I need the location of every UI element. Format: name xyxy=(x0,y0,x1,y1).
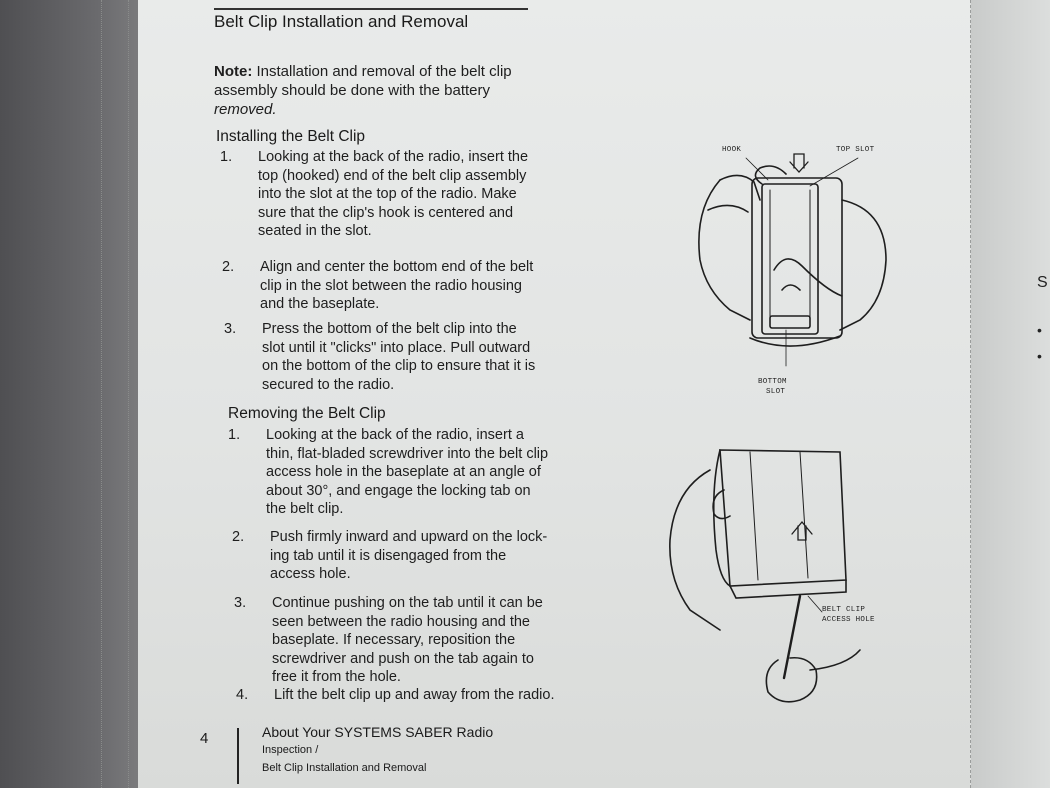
access-hole-label-2: ACCESS HOLE xyxy=(822,616,875,624)
step-line: screwdriver and push on the tab again to xyxy=(272,650,534,667)
page-number: 4 xyxy=(200,730,209,747)
adjacent-page xyxy=(970,0,1050,788)
step-number: 2. xyxy=(232,529,245,545)
hook-line xyxy=(755,166,786,184)
page-title: Belt Clip Installation and Removal xyxy=(214,12,469,31)
step-line: sure that the clip's hook is centered and xyxy=(258,204,514,221)
step-line: about 30°, and engage the locking tab on xyxy=(266,482,531,499)
step-line: Looking at the back of the radio, insert a xyxy=(266,427,524,443)
adjacent-page-bullet: • xyxy=(1037,322,1042,338)
note-line: removed. xyxy=(214,101,277,118)
radio-housing xyxy=(720,450,846,586)
top-slot-arrow xyxy=(790,154,808,172)
left-background xyxy=(0,0,138,788)
step-number: 2. xyxy=(222,259,235,275)
installing-heading: Installing the Belt Clip xyxy=(216,128,366,145)
adjacent-page-letter: S xyxy=(1037,274,1048,291)
top-slot-label: TOP SLOT xyxy=(836,146,875,154)
step-line: Press the bottom of the belt clip into the xyxy=(262,321,517,337)
step-line: thin, flat-bladed screwdriver into the belt clip xyxy=(266,445,549,462)
step-number: 3. xyxy=(224,321,237,337)
left-hand xyxy=(670,470,720,630)
step-line: top (hooked) end of the belt clip assembly xyxy=(258,167,527,184)
footer-divider xyxy=(237,728,239,784)
step-line: Lift the belt clip up and away from the radio. xyxy=(274,687,555,703)
footer-section: Inspection / xyxy=(262,744,319,756)
step-number: 1. xyxy=(220,149,233,165)
step-number: 1. xyxy=(228,427,241,443)
note-label: Note: xyxy=(214,63,253,80)
step-number: 3. xyxy=(234,595,247,611)
step-line: secured to the radio. xyxy=(262,376,395,393)
step-number: 4. xyxy=(236,687,249,703)
step-line: Align and center the bottom end of the belt xyxy=(260,259,534,275)
bottom-slot-label-2: SLOT xyxy=(766,388,786,396)
hook-label: HOOK xyxy=(722,146,742,154)
install-figure xyxy=(690,140,910,400)
step-line: seated in the slot. xyxy=(258,223,372,239)
step-line: into the slot at the top of the radio. Make xyxy=(258,186,517,202)
step-line: access hole in the baseplate at an angle of xyxy=(266,464,541,480)
screwdriver xyxy=(784,596,800,678)
step-line: baseplate. If necessary, reposition the xyxy=(272,632,516,648)
removing-heading: Removing the Belt Clip xyxy=(228,405,386,422)
title-rule xyxy=(214,8,528,10)
margin-guide-line xyxy=(128,0,129,788)
bottom-slot-label-1: BOTTOM xyxy=(758,378,787,386)
note-block xyxy=(214,62,644,119)
adjacent-page-bullet: • xyxy=(1037,348,1042,364)
left-hand xyxy=(699,180,750,320)
remove-figure xyxy=(650,430,900,710)
step-line: the belt clip. xyxy=(266,501,344,517)
step-line: slot until it "clicks" into place. Pull outward xyxy=(262,339,531,356)
right-hand xyxy=(840,200,886,330)
access-hole-label-1: BELT CLIP xyxy=(822,606,866,614)
note-line: assembly should be done with the battery xyxy=(214,82,490,99)
radio-body xyxy=(752,178,842,338)
step-line: access hole. xyxy=(270,566,351,582)
step-line: ing tab until it is disengaged from the xyxy=(270,547,507,564)
step-line: clip in the slot between the radio housing xyxy=(260,277,522,294)
margin-guide-line xyxy=(101,0,102,788)
step-line: and the baseplate. xyxy=(260,296,380,312)
step-line: seen between the radio housing and the xyxy=(272,613,530,630)
step-line: Continue pushing on the tab until it can be xyxy=(272,595,543,611)
step-line: Looking at the back of the radio, insert the xyxy=(258,149,529,165)
step-line: free it from the hole. xyxy=(272,669,401,685)
footer-title: About Your SYSTEMS SABER Radio xyxy=(262,724,494,740)
note-line: Installation and removal of the belt clip xyxy=(256,63,512,80)
footer-subsection: Belt Clip Installation and Removal xyxy=(262,762,427,774)
screwdriver-handle xyxy=(766,658,816,702)
step-line: Push firmly inward and upward on the lock- xyxy=(270,529,548,545)
up-arrow xyxy=(792,522,812,540)
step-line: on the bottom of the clip to ensure that it is xyxy=(262,358,536,374)
